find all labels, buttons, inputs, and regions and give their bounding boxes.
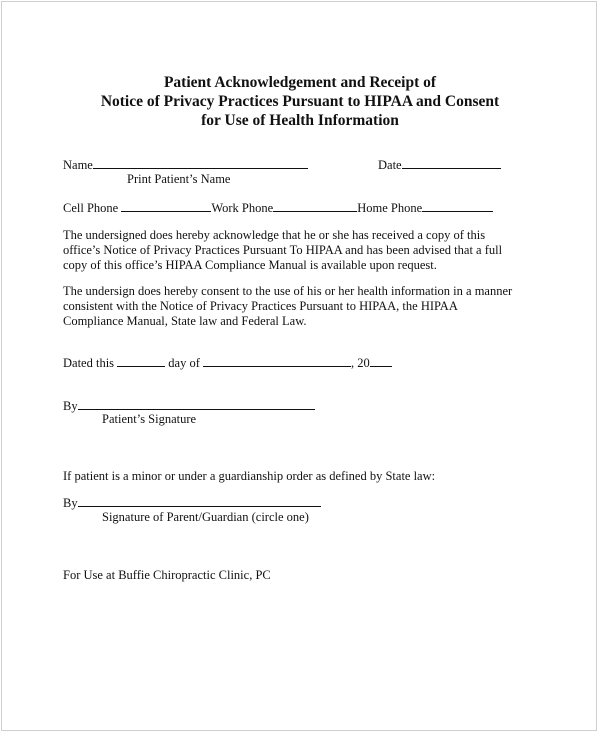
date-label: Date — [378, 158, 402, 172]
by-label: By — [63, 496, 78, 510]
document-title — [0, 73, 600, 130]
date-field-row — [378, 157, 501, 173]
consent-paragraph — [63, 284, 512, 329]
acknowledgement-paragraph — [63, 228, 502, 273]
patient-signature-caption: Patient’s Signature — [102, 412, 197, 426]
cell-phone-blank[interactable] — [121, 200, 211, 212]
guardian-signature-row — [63, 495, 321, 511]
cell-phone-label: Cell Phone — [63, 201, 122, 215]
day-of-label: day of — [165, 356, 204, 370]
title-line: for Use of Health Information — [201, 112, 399, 129]
guardian-signature-caption: Signature of Parent/Guardian (circle one) — [102, 510, 309, 524]
guardian-signature-blank[interactable] — [78, 495, 321, 507]
by-label: By — [63, 399, 78, 413]
title-line: Patient Acknowledgement and Receipt of — [163, 74, 437, 91]
year-label: , 20 — [351, 356, 370, 370]
home-phone-blank[interactable] — [422, 200, 493, 212]
work-phone-blank[interactable] — [273, 200, 357, 212]
paragraph-line: copy of this office’s HIPAA Compliance Manual is available upon request. — [63, 258, 437, 272]
guardian-intro: If patient is a minor or under a guardianship order as defined by State law: — [63, 469, 436, 483]
print-name-caption: Print Patient’s Name — [127, 172, 231, 186]
paragraph-line: consistent with the Notice of Privacy Practices Pursuant to HIPAA, the HIPAA — [63, 299, 458, 313]
clinic-footer: For Use at Buffie Chiropractic Clinic, PC — [63, 568, 271, 582]
paragraph-line: Compliance Manual, State law and Federal Law. — [63, 314, 307, 328]
paragraph-line: The undersigned does hereby acknowledge that he or she has received a copy of this — [63, 228, 486, 242]
title-line: Notice of Privacy Practices Pursuant to HIPAA and Consent — [100, 93, 500, 110]
home-phone-label: Home Phone — [357, 201, 423, 215]
name-label: Name — [63, 158, 93, 172]
patient-signature-blank[interactable] — [78, 398, 315, 410]
name-field-row — [63, 157, 308, 173]
dated-label: Dated this — [63, 356, 118, 370]
phone-row — [63, 200, 493, 216]
day-blank[interactable] — [117, 355, 165, 367]
name-blank[interactable] — [93, 157, 308, 169]
year-blank[interactable] — [370, 355, 392, 367]
paragraph-line: The undersign does hereby consent to the use of his or her health information in a manner — [63, 284, 513, 298]
date-blank[interactable] — [402, 157, 501, 169]
paragraph-line: office’s Notice of Privacy Practices Pursuant To HIPAA and has been advised that a full — [63, 243, 503, 257]
dated-row — [63, 355, 392, 371]
work-phone-label: Work Phone — [211, 201, 274, 215]
month-blank[interactable] — [203, 355, 351, 367]
